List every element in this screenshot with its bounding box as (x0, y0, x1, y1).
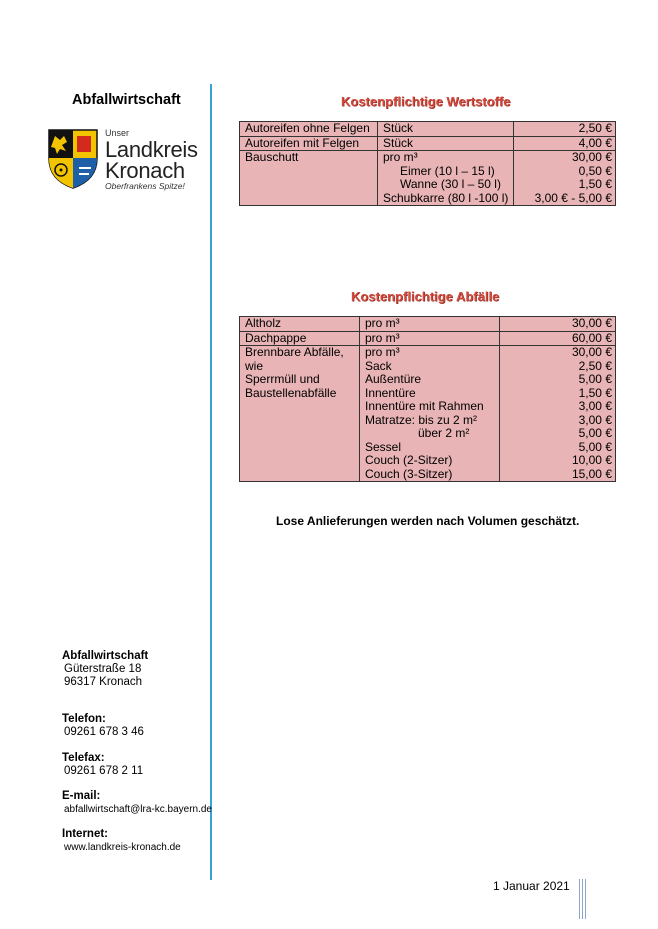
fax-value: 09261 678 2 11 (64, 765, 144, 777)
logo-line1: Landkreis (105, 137, 198, 162)
table-row (240, 454, 616, 468)
item-cell (240, 400, 360, 414)
unit-cell: Eimer (10 l – 15 l) (378, 165, 514, 179)
item-cell (240, 192, 378, 206)
item-cell: Bauschutt (240, 151, 378, 165)
address-block (62, 650, 148, 689)
coat-of-arms-icon (47, 128, 99, 190)
wertstoffe-heading: Kostenpflichtige Wertstoffe (341, 94, 511, 109)
unit-cell: Sack (360, 360, 500, 374)
unit-cell: Stück (378, 122, 514, 137)
unit-cell: pro m³ (378, 151, 514, 165)
unit-cell: Innentüre mit Rahmen (360, 400, 500, 414)
phone-value: 09261 678 3 46 (64, 726, 144, 738)
item-cell (240, 427, 360, 441)
footer-bars (579, 879, 587, 919)
item-cell: Brennbare Abfälle, (240, 346, 360, 360)
table-row (240, 136, 616, 151)
item-cell: Sperrmüll und (240, 373, 360, 387)
price-cell: 3,00 € (500, 414, 616, 428)
price-cell: 30,00 € (514, 151, 616, 165)
table-row (240, 165, 616, 179)
unit-cell: Couch (2-Sitzer) (360, 454, 500, 468)
unit-cell: Couch (3-Sitzer) (360, 468, 500, 482)
item-cell (240, 441, 360, 455)
logo-small-text: Unser (105, 128, 130, 138)
item-cell (240, 178, 378, 192)
item-cell (240, 165, 378, 179)
email-block (62, 790, 212, 816)
abfaelle-table (239, 316, 616, 482)
internet-block (62, 828, 181, 854)
table-row (240, 317, 616, 332)
unit-cell: Matratze: bis zu 2 m² (360, 414, 500, 428)
address-city: 96317 Kronach (64, 676, 143, 688)
logo-tagline: Oberfrankens Spitze! (105, 181, 185, 191)
table-row (240, 468, 616, 482)
phone-label: Telefon: (62, 713, 106, 725)
price-cell: 15,00 € (500, 468, 616, 482)
logo-line2: Kronach (105, 158, 185, 183)
document-date: 1 Januar 2021 (493, 879, 570, 893)
item-cell (240, 414, 360, 428)
price-cell: 0,50 € (514, 165, 616, 179)
volume-note: Lose Anlieferungen werden nach Volumen geschätzt. (276, 514, 580, 528)
item-cell: Autoreifen ohne Felgen (240, 122, 378, 137)
unit-cell: Innentüre (360, 387, 500, 401)
table-row (240, 387, 616, 401)
table-row (240, 414, 616, 428)
item-cell: wie (240, 360, 360, 374)
table-row (240, 346, 616, 360)
phone-block (62, 713, 144, 739)
price-cell: 10,00 € (500, 454, 616, 468)
abfaelle-heading: Kostenpflichtige Abfälle (351, 289, 500, 304)
table-row (240, 360, 616, 374)
price-cell: 4,00 € (514, 136, 616, 151)
email-label: E-mail: (62, 790, 101, 802)
unit-cell: Sessel (360, 441, 500, 455)
price-cell: 5,00 € (500, 441, 616, 455)
item-cell: Dachpappe (240, 331, 360, 346)
unit-cell: pro m³ (360, 317, 500, 332)
price-cell: 30,00 € (500, 346, 616, 360)
address-street: Güterstraße 18 (64, 663, 142, 675)
landkreis-logo (47, 128, 207, 192)
item-cell: Altholz (240, 317, 360, 332)
unit-cell: Wanne (30 l – 50 l) (378, 178, 514, 192)
unit-cell: über 2 m² (360, 427, 500, 441)
internet-label: Internet: (62, 828, 108, 840)
unit-cell: Stück (378, 136, 514, 151)
address-org: Abfallwirtschaft (62, 650, 149, 662)
unit-cell: pro m³ (360, 346, 500, 360)
table-row (240, 178, 616, 192)
item-cell: Baustellenabfälle (240, 387, 360, 401)
table-row (240, 122, 616, 137)
price-cell: 1,50 € (500, 387, 616, 401)
table-row (240, 441, 616, 455)
price-cell: 3,00 € (500, 400, 616, 414)
price-cell: 2,50 € (500, 360, 616, 374)
table-row (240, 373, 616, 387)
unit-cell: Schubkarre (80 l -100 l) (378, 192, 514, 206)
price-cell: 60,00 € (500, 331, 616, 346)
item-cell (240, 468, 360, 482)
price-cell: 5,00 € (500, 427, 616, 441)
item-cell: Autoreifen mit Felgen (240, 136, 378, 151)
email-link[interactable]: abfallwirtschaft@lra-kc.bayern.de (64, 804, 212, 815)
website-link[interactable]: www.landkreis-kronach.de (64, 842, 181, 853)
price-cell: 1,50 € (514, 178, 616, 192)
unit-cell: pro m³ (360, 331, 500, 346)
table-row (240, 151, 616, 165)
fax-label: Telefax: (62, 752, 105, 764)
table-row (240, 331, 616, 346)
fax-block (62, 752, 143, 778)
table-row (240, 192, 616, 206)
sidebar-title: Abfallwirtschaft (72, 92, 181, 108)
table-row (240, 427, 616, 441)
price-cell: 2,50 € (514, 122, 616, 137)
wertstoffe-table (239, 121, 616, 206)
price-cell: 5,00 € (500, 373, 616, 387)
item-cell (240, 454, 360, 468)
unit-cell: Außentüre (360, 373, 500, 387)
vertical-divider (210, 84, 212, 880)
price-cell: 3,00 € - 5,00 € (514, 192, 616, 206)
price-cell: 30,00 € (500, 317, 616, 332)
table-row (240, 400, 616, 414)
